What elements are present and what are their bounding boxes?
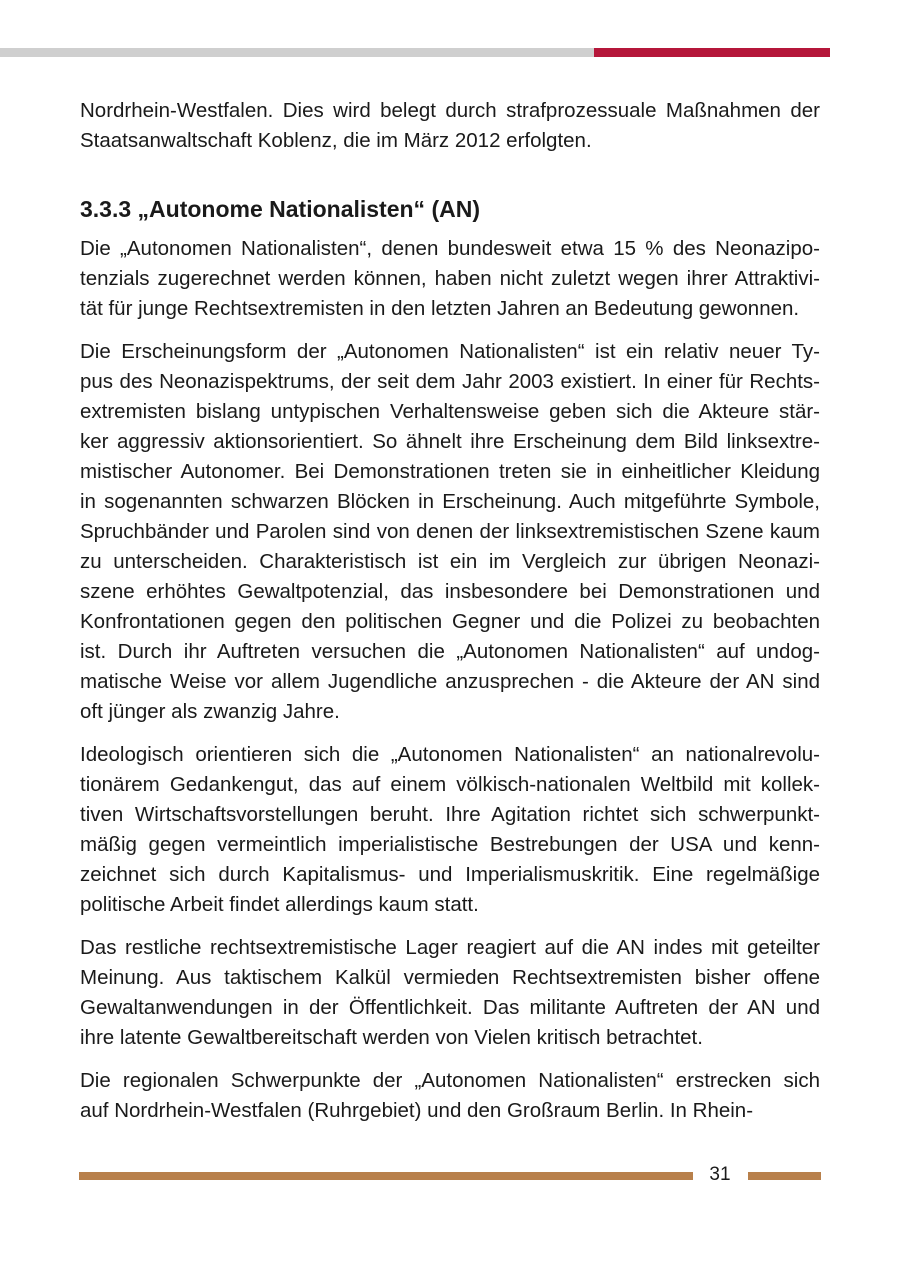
text-line: tenzials zugerechnet werden können, haben nicht zuletzt wegen ihrer Attraktivi-	[80, 267, 820, 290]
paragraph-4	[80, 933, 820, 1053]
page-number: 31	[709, 1164, 731, 1185]
text-line: Ideologisch orientieren sich die „Autonomen Nationalisten“ an nationalrevolu-	[80, 743, 820, 766]
text-line: mistischer Autonomer. Bei Demonstrationen treten sie in einheitlicher Kleidung	[80, 460, 820, 483]
text-line: ker aggressiv aktionsorientiert. So ähnelt ihre Erscheinung dem Bild linksextre-	[80, 430, 820, 453]
page-content	[80, 96, 820, 1139]
text-line: Gewaltanwendungen in der Öffentlichkeit. Das militante Auftreten der AN und	[80, 996, 820, 1019]
text-line: Meinung. Aus taktischem Kalkül vermieden Rechtsextremisten bisher offene	[80, 966, 820, 989]
paragraph-1	[80, 234, 820, 324]
text-line: ist. Durch ihr Auftreten versuchen die „Autonomen Nationalisten“ auf undog-	[80, 640, 820, 663]
paragraph-2	[80, 337, 820, 727]
text-line: zu unterscheiden. Charakteristisch ist ein im Vergleich zur übrigen Neonazi-	[80, 550, 820, 573]
footer-rule-right	[748, 1172, 821, 1180]
text-line: zeichnet sich durch Kapitalismus- und Imperialismuskritik. Eine regelmäßige	[80, 863, 820, 886]
text-line: oft jünger als zwanzig Jahre.	[80, 700, 340, 723]
header-rule-accent	[594, 48, 830, 57]
text-line: matische Weise vor allem Jugendliche anzusprechen - die Akteure der AN sind	[80, 670, 820, 693]
text-line: politische Arbeit findet allerdings kaum statt.	[80, 893, 479, 916]
text-line: ihre latente Gewaltbereitschaft werden von Vielen kritisch betrachtet.	[80, 1026, 703, 1049]
text-line: Das restliche rechtsextremistische Lager reagiert auf die AN indes mit geteilter	[80, 936, 820, 959]
paragraph-5	[80, 1066, 820, 1126]
text-line: Konfrontationen gegen den politischen Gegner und die Polizei zu beobachten	[80, 610, 820, 633]
text-line: Nordrhein-Westfalen. Dies wird belegt durch strafprozessuale Maßnahmen der	[80, 99, 820, 122]
text-line: tionärem Gedankengut, das auf einem völkisch-nationalen Weltbild mit kollek-	[80, 773, 820, 796]
text-line: Spruchbänder und Parolen sind von denen der linksextremistischen Szene kaum	[80, 520, 820, 543]
text-line: in sogenannten schwarzen Blöcken in Erscheinung. Auch mitgeführte Symbole,	[80, 490, 820, 513]
text-line: extremisten bislang untypischen Verhaltensweise geben sich die Akteure stär-	[80, 400, 820, 423]
text-line: Staatsanwaltschaft Koblenz, die im März 2012 erfolgten.	[80, 129, 592, 152]
text-line: tiven Wirtschaftsvorstellungen beruht. Ihre Agitation richtet sich schwerpunkt-	[80, 803, 820, 826]
intro-paragraph	[80, 96, 820, 156]
footer-rule-left	[79, 1172, 693, 1180]
text-line: mäßig gegen vermeintlich imperialistische Bestrebungen der USA und kenn-	[80, 833, 820, 856]
header-rule-gray	[0, 48, 594, 57]
text-line: tät für junge Rechtsextremisten in den letzten Jahren an Bedeutung gewonnen.	[80, 297, 800, 320]
text-line: auf Nordrhein-Westfalen (Ruhrgebiet) und den Großraum Berlin. In Rhein-	[80, 1099, 754, 1122]
text-line: szene erhöhtes Gewaltpotenzial, das insbesondere bei Demonstrationen und	[80, 580, 820, 603]
paragraph-3	[80, 740, 820, 920]
text-line: Die „Autonomen Nationalisten“, denen bundesweit etwa 15 % des Neonazipo-	[80, 237, 820, 260]
section-heading: 3.3.3 „Autonome Nationalisten“ (AN)	[80, 196, 480, 222]
text-line: Die regionalen Schwerpunkte der „Autonomen Nationalisten“ erstrecken sich	[80, 1069, 820, 1092]
text-line: Die Erscheinungsform der „Autonomen Nationalisten“ ist ein relativ neuer Ty-	[80, 340, 820, 363]
text-line: pus des Neonazispektrums, der seit dem Jahr 2003 existiert. In einer für Rechts-	[80, 370, 820, 393]
